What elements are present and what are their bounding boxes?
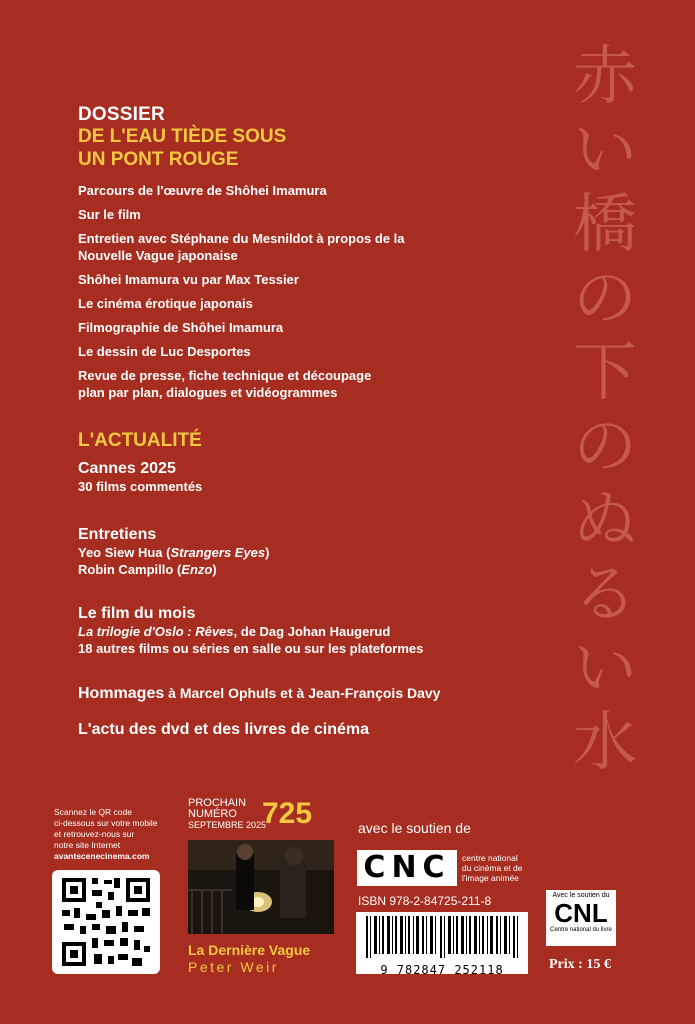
cnc-sub-line: du cinéma et de: [462, 863, 523, 873]
entretien-film: Enzo: [181, 562, 213, 577]
qr-code-icon: [52, 870, 160, 974]
entretiens-section: [78, 526, 270, 578]
qr-text-line: ci-dessous sur votre mobile: [54, 818, 158, 828]
entretien-film: Strangers Eyes: [170, 545, 266, 560]
cnc-description: [462, 853, 522, 883]
cannes-section: [78, 460, 202, 495]
film-du-mois-line1: [78, 623, 423, 640]
actualite-heading: L'ACTUALITÉ: [78, 430, 202, 451]
qr-text-line: Scannez le QR code: [54, 807, 132, 817]
next-issue-number: 725: [262, 797, 313, 830]
dossier-item: Filmographie de Shôhei Imamura: [78, 320, 284, 335]
dossier-item: Parcours de l'œuvre de Shôhei Imamura: [78, 183, 327, 198]
actu-dvd: L'actu des dvd et des livres de cinéma: [78, 721, 370, 738]
japanese-vertical-title: [560, 40, 650, 780]
next-label-line: PROCHAIN: [188, 797, 247, 809]
title-char: ぬ: [573, 484, 637, 558]
qr-text-line: notre site Internet: [54, 840, 121, 850]
dossier-title: [78, 125, 378, 171]
qr-code[interactable]: [52, 870, 160, 974]
entretien-name: Robin Campillo (: [78, 562, 182, 577]
site-url[interactable]: avantscenecinema.com: [54, 851, 150, 861]
entretien-name: Yeo Siew Hua (: [78, 545, 171, 560]
entretien-line: [78, 544, 270, 561]
film-du-mois-film: La trilogie d'Oslo : Rêves: [78, 624, 234, 639]
film-du-mois-director: , de Dag Johan Haugerud: [233, 624, 391, 639]
support-text: avec le soutien de: [358, 820, 471, 836]
dossier-title-line2: UN PONT ROUGE: [78, 149, 239, 170]
cannes-body: 30 films commentés: [78, 479, 203, 494]
barcode-bars: [356, 912, 528, 958]
film-du-mois-line2: 18 autres films ou séries en salle ou sur les plateformes: [78, 641, 424, 656]
cnc-logo-text: CNC: [363, 850, 451, 885]
entretien-line: [78, 561, 270, 578]
next-issue-film: La Dernière Vague: [188, 942, 311, 958]
title-char: 赤: [573, 40, 637, 114]
title-char: 橋: [573, 188, 637, 262]
barcode: [356, 912, 528, 977]
entretien-close: ): [265, 545, 270, 560]
entretien-close: ): [212, 562, 217, 577]
price: Prix : 15 €: [549, 957, 611, 972]
dossier-item: Le dessin de Luc Desportes: [78, 344, 251, 359]
entretiens-title: Entretiens: [78, 526, 157, 543]
next-issue-director: Peter Weir: [188, 959, 279, 975]
film-du-mois-section: [78, 605, 423, 657]
next-label-line: NUMÉRO: [188, 808, 237, 820]
isbn: ISBN 978-2-84725-211-8: [358, 894, 492, 908]
next-issue-label: [188, 798, 266, 831]
title-char: の: [573, 262, 637, 336]
dossier-item: Revue de presse, fiche technique et découpage plan par plan, dialogues et vidéogrammes: [78, 368, 372, 400]
cnl-logo-text: CNL: [554, 898, 608, 928]
dossier-title-line1: DE L'EAU TIÈDE SOUS: [78, 126, 287, 147]
qr-text-line: et retrouvez-nous sur: [54, 829, 135, 839]
barcode-digits: 9 782847 252118: [380, 963, 504, 977]
dossier-item: Entretien avec Stéphane du Mesnildot à propos de la Nouvelle Vague japonaise: [78, 231, 405, 263]
qr-instructions: [54, 807, 174, 862]
next-issue-photo: [188, 840, 334, 934]
cnl-sub-text: Centre national du livre: [550, 927, 612, 933]
cnc-sub-line: l'image animée: [462, 873, 519, 883]
dossier-label: DOSSIER: [78, 104, 165, 125]
cnl-logo: [546, 890, 616, 946]
title-char: い: [573, 632, 637, 706]
title-char: 水: [573, 706, 637, 780]
title-char: る: [573, 558, 637, 632]
dossier-item: Sur le film: [78, 207, 141, 222]
hommages-title: Hommages: [78, 685, 165, 702]
cnl-top-text: Avec le soutien du: [552, 892, 610, 899]
film-du-mois-title: Le film du mois: [78, 605, 196, 622]
dossier-item: Le cinéma érotique japonais: [78, 296, 253, 311]
cnc-logo: [357, 850, 457, 886]
film-still-image: [188, 840, 334, 934]
next-label-line: SEPTEMBRE 2025: [188, 820, 267, 830]
title-char: 下: [573, 336, 637, 410]
hommages-section: [78, 685, 440, 703]
title-char: い: [573, 114, 637, 188]
cnc-sub-line: centre national: [462, 853, 518, 863]
hommages-body: à Marcel Ophuls et à Jean-François Davy: [164, 685, 441, 701]
dossier-list: [78, 182, 458, 408]
title-char: の: [573, 410, 637, 484]
dossier-item: Shôhei Imamura vu par Max Tessier: [78, 272, 299, 287]
cannes-title: Cannes 2025: [78, 460, 176, 477]
